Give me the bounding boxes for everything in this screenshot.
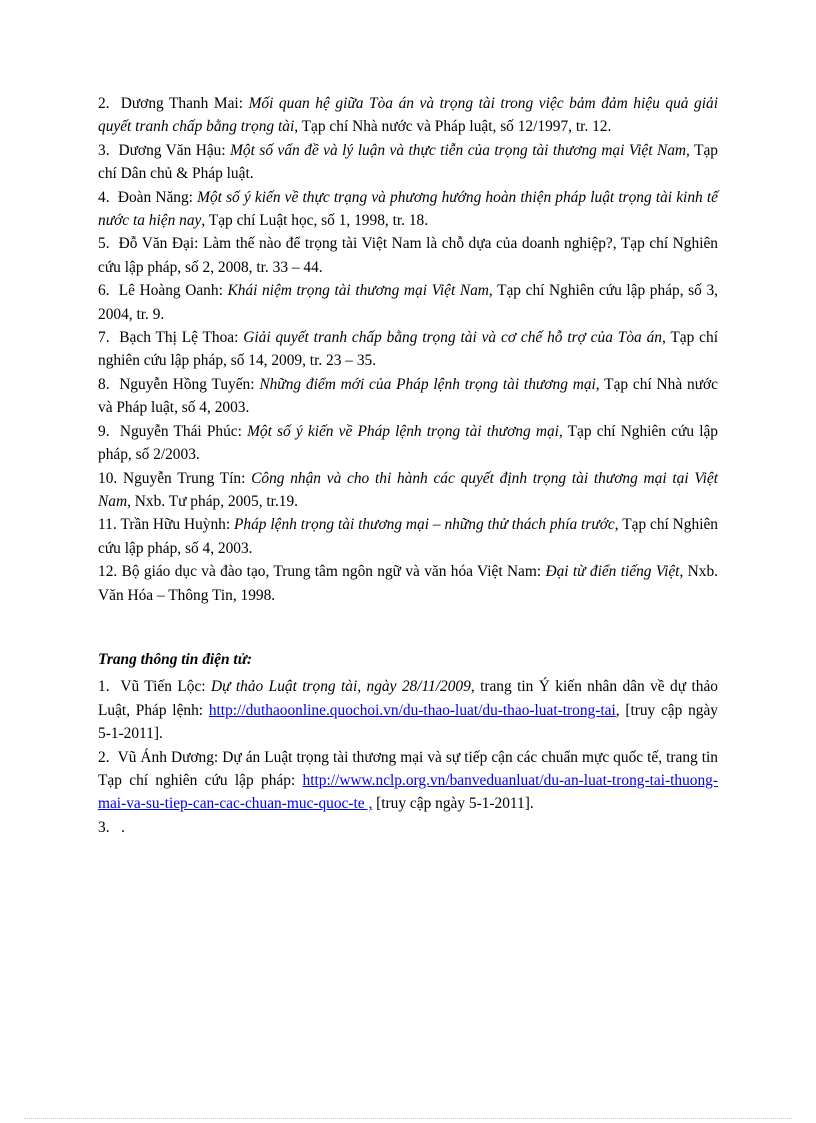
reference-number: 3.	[98, 818, 110, 836]
reference-number: 4.	[98, 188, 110, 206]
reference-number: 10.	[98, 469, 118, 487]
reference-title: Một số vấn đề và lý luận và thực tiễn của trọng tài thương mại Việt Nam,	[230, 141, 690, 159]
reference-link[interactable]: http://duthaoonline.quochoi.vn/du-thao-luat/du-thao-luat-trong-tai	[208, 701, 616, 719]
empty-list-item	[98, 816, 718, 839]
reference-number: 2.	[98, 748, 110, 766]
reference-title: Một số ý kiến về thực trạng và phương hướng hoàn thiện pháp luật trọng tài kinh tế nước ta hiện nay	[98, 188, 718, 230]
page-bottom-divider	[24, 1118, 792, 1119]
document-page	[98, 92, 718, 839]
reference-title: Một số ý kiến về Pháp lệnh trọng tài thương mại,	[247, 422, 563, 440]
reference-details: , Tạp chí Nghiên cứu lập pháp, số 4, 2003.	[98, 516, 718, 557]
reference-title: Dự thảo Luật trọng tài, ngày 28/11/2009	[210, 678, 471, 696]
access-date: [truy cập ngày 5-1-2011].	[372, 795, 534, 813]
reference-item	[98, 513, 718, 560]
reference-details: , Nxb. Văn Hóa – Thông Tin, 1998.	[98, 563, 718, 604]
reference-item	[98, 139, 718, 186]
reference-author: Lê Hoàng Oanh:	[118, 282, 228, 300]
reference-number: 7.	[98, 329, 110, 347]
reference-title: Khái niệm trọng tài thương mại Việt Nam	[227, 282, 489, 300]
reference-author: Nguyễn Hồng Tuyến:	[119, 375, 260, 393]
reference-details: Tạp chí Nhà nước và Pháp luật, số 12/1997, tr. 12.	[298, 118, 612, 136]
reference-details: , Tạp chí Luật học, số 1, 1998, tr. 18.	[201, 212, 429, 230]
reference-number: 1.	[98, 678, 110, 696]
reference-details: , Tạp chí nghiên cứu lập pháp, số 14, 2009, tr. 23 – 35.	[98, 329, 718, 370]
reference-author: Trần Hữu Huỳnh:	[120, 516, 235, 534]
web-reference-item	[98, 675, 718, 745]
reference-item	[98, 279, 718, 326]
reference-number: 2.	[98, 95, 110, 112]
reference-link[interactable]: http://www.nclp.org.vn/banveduanluat/du-an-luat-trong-tai-thuong-mai-va-su-tiep-can-cac-chuan-muc-quoc-te ,	[98, 771, 718, 813]
reference-number: 8.	[98, 375, 110, 393]
reference-author: Dương Thanh Mai:	[120, 95, 249, 112]
reference-author: Bộ giáo dục và đào tạo, Trung tâm ngôn ngữ và văn hóa Việt Nam:	[121, 563, 546, 581]
reference-number: 12.	[98, 563, 118, 581]
reference-number: 9.	[98, 422, 110, 440]
reference-item	[98, 326, 718, 373]
reference-item	[98, 232, 718, 279]
reference-details: , Tạp chí Nghiên cứu lập pháp, số 3, 2004, tr. 9.	[98, 282, 719, 323]
reference-item	[98, 467, 718, 514]
reference-number: 5.	[98, 235, 110, 253]
reference-number: 11.	[98, 516, 117, 534]
reference-author: Đỗ Văn Đại: Làm thế nào để trọng tài Việt Nam là chỗ dựa của doanh nghiệp?, Tạp chí Nghiên cứu lập pháp, số 2, 2008, tr. 33 – 44.	[98, 235, 718, 276]
reference-title: Giải quyết tranh chấp bằng trọng tài và cơ chế hỗ trợ của Tòa án	[243, 329, 662, 347]
reference-details: Tạp chí Dân chủ & Pháp luật.	[98, 141, 718, 183]
reference-item	[98, 373, 718, 420]
reference-item	[98, 92, 718, 139]
web-reference-item	[98, 746, 718, 816]
empty-item-text: .	[121, 818, 125, 836]
reference-title: Mối quan hệ giữa Tòa án và trọng tài trong việc bảm đảm hiệu quả giải quyết tranh chấp bằng trọng tài,	[98, 95, 718, 136]
reference-item	[98, 560, 718, 607]
reference-details: , Tạp chí Nhà nước và Pháp luật, số 4, 2003.	[98, 375, 718, 417]
reference-author: Nguyễn Thái Phúc:	[119, 422, 248, 440]
reference-title: Đại từ điển tiếng Việt	[545, 563, 680, 581]
reference-author: Đoàn Năng:	[117, 188, 198, 206]
reference-details: , trang tin Ý kiến nhân dân về dự thảo Luật, Pháp lệnh:	[98, 678, 718, 719]
reference-number: 3.	[98, 141, 110, 159]
reference-number: 6.	[98, 282, 110, 300]
reference-author: Dương Văn Hậu:	[118, 141, 231, 159]
reference-details: Tạp chí Nghiên cứu lập pháp, số 2/2003.	[98, 422, 718, 464]
reference-title: Những điểm mới của Pháp lệnh trọng tài thương mại	[259, 375, 596, 393]
reference-details: Nxb. Tư pháp, 2005, tr.19.	[130, 492, 299, 510]
reference-title: Công nhận và cho thi hành các quyết định trọng tài thương mại tại Việt Nam,	[98, 469, 718, 510]
reference-item	[98, 420, 718, 467]
reference-item	[98, 186, 718, 233]
web-section-heading: Trang thông tin điện tử:	[98, 650, 253, 668]
access-date: , [truy cập ngày 5-1-2011].	[98, 701, 718, 743]
reference-author: Bạch Thị Lệ Thoa:	[119, 329, 244, 347]
reference-title: Pháp lệnh trọng tài thương mại – những thử thách phía trước	[234, 516, 615, 534]
reference-author: Vũ Tiến Lộc:	[120, 678, 211, 696]
reference-author: Vũ Ánh Dương: Dự án Luật trọng tài thương mại và sự tiếp cận các chuẩn mực quốc tế, trang tin Tạp chí nghiên cứu lập pháp:	[98, 748, 718, 789]
reference-author: Nguyễn Trung Tín:	[123, 469, 252, 487]
